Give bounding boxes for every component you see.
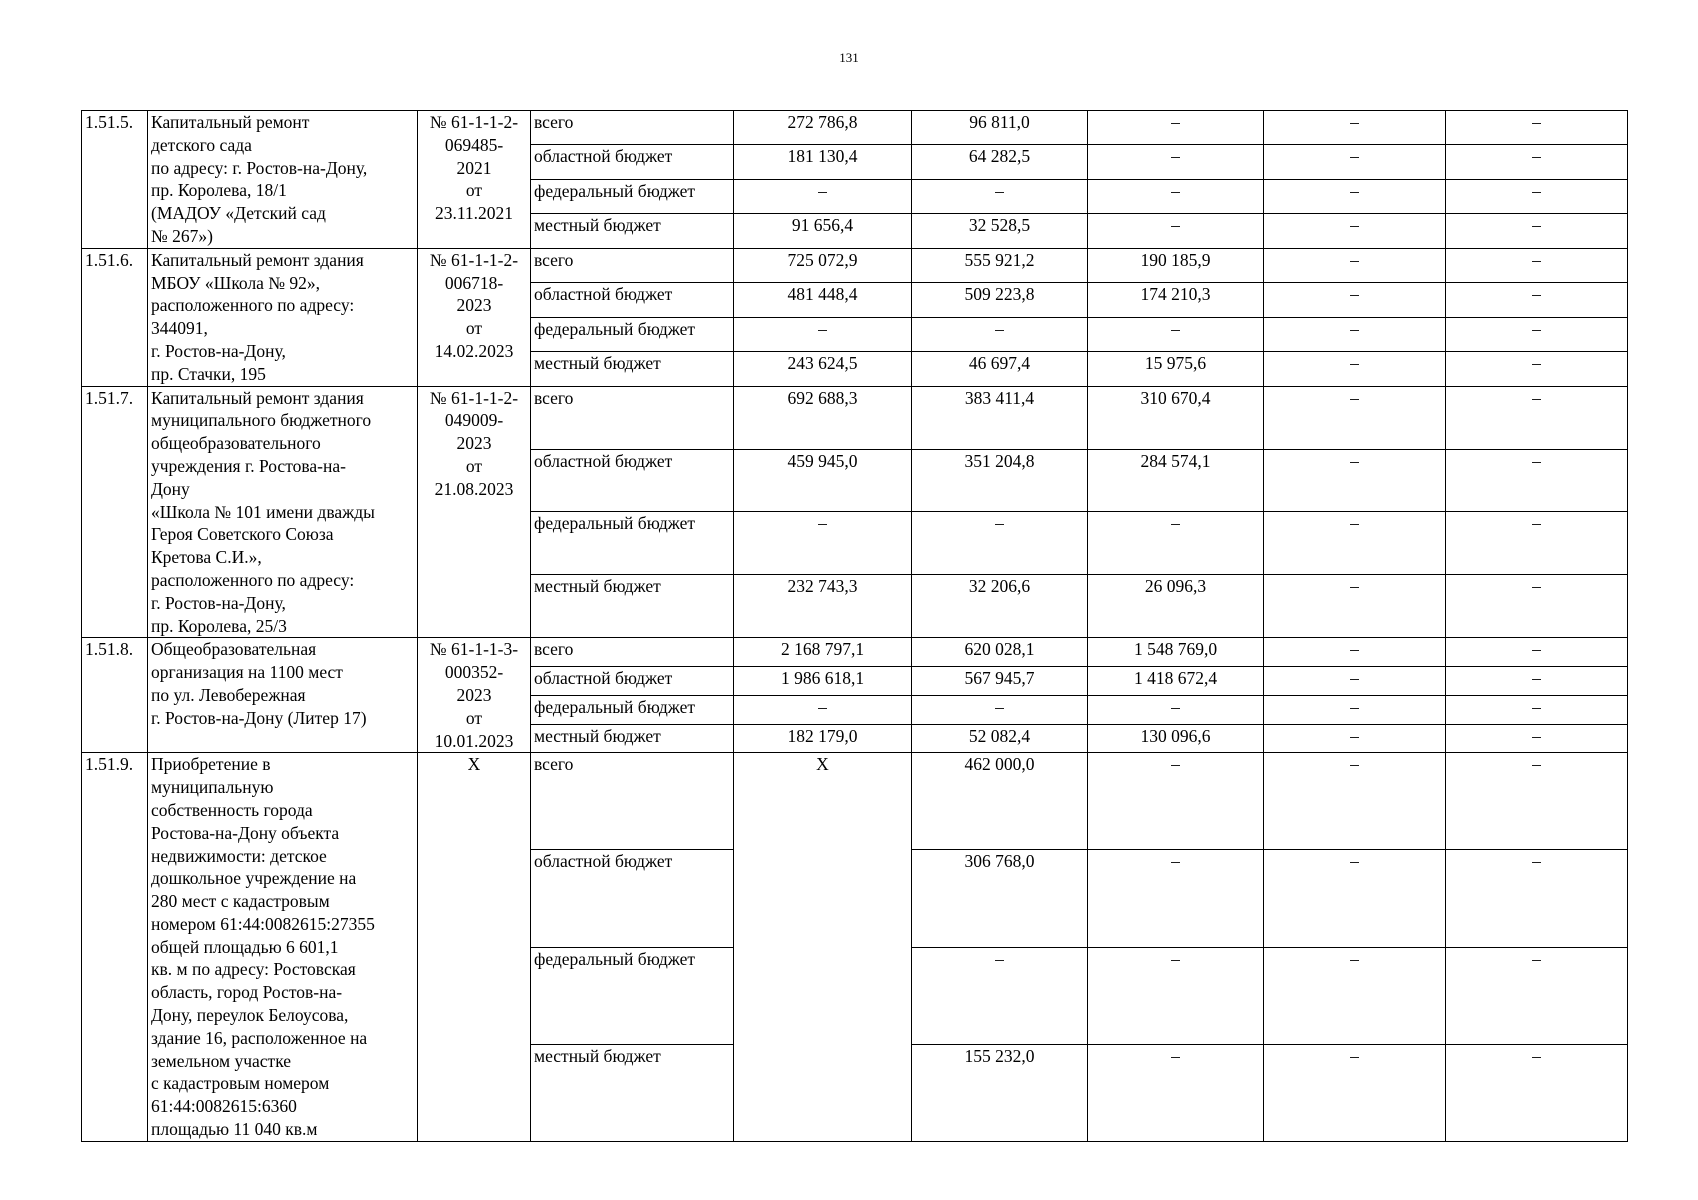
value-cell: 567 945,7 (912, 667, 1088, 696)
value-cell: – (1088, 179, 1264, 213)
value-cell: – (1088, 145, 1264, 179)
value-cell: – (1446, 179, 1628, 213)
value-cell: 284 574,1 (1088, 449, 1264, 512)
value-cell: 243 624,5 (734, 352, 912, 386)
item-name: Капитальный ремонт здания муниципального бюджетного общеобразовательного учреждения г. Ростова-на- Дону «Школа № 101 имени дважды Героя Советского Союза Кретова С.И.», расположенного по адресу: г. Ростов-на-Дону, пр. Королева, 25/3 (148, 386, 418, 638)
value-cell: – (1264, 111, 1446, 145)
table-row (82, 638, 1628, 667)
item-number: 1.51.9. (82, 753, 148, 1142)
value-cell: – (1446, 947, 1628, 1044)
value-cell: 1 418 672,4 (1088, 667, 1264, 696)
value-cell: 1 986 618,1 (734, 667, 912, 696)
value-cell: – (1088, 111, 1264, 145)
value-cell: 174 210,3 (1088, 283, 1264, 317)
value-cell: – (1264, 947, 1446, 1044)
value-cell: – (1088, 753, 1264, 850)
value-cell: – (734, 512, 912, 575)
value-cell: 2 168 797,1 (734, 638, 912, 667)
value-cell: – (1264, 179, 1446, 213)
value-cell: – (1264, 283, 1446, 317)
value-cell: 351 204,8 (912, 449, 1088, 512)
value-cell: – (1446, 575, 1628, 638)
value-cell: 64 282,5 (912, 145, 1088, 179)
item-document: № 61-1-1-2- 006718- 2023 от 14.02.2023 (418, 248, 531, 386)
item-document: № 61-1-1-2- 069485- 2021 от 23.11.2021 (418, 111, 531, 249)
item-name: Капитальный ремонт здания МБОУ «Школа № 92», расположенного по адресу: 344091, г. Ростов-на-Дону, пр. Стачки, 195 (148, 248, 418, 386)
value-cell: – (1088, 317, 1264, 351)
value-cell: – (912, 947, 1088, 1044)
value-cell: – (1446, 1044, 1628, 1141)
value-cell: – (1446, 214, 1628, 248)
value-cell: – (912, 179, 1088, 213)
value-cell: – (1446, 248, 1628, 282)
value-cell: 383 411,4 (912, 386, 1088, 449)
value-cell: 272 786,8 (734, 111, 912, 145)
value-cell: – (1264, 248, 1446, 282)
value-cell: – (1264, 695, 1446, 724)
value-cell: – (1446, 111, 1628, 145)
value-cell: 190 185,9 (1088, 248, 1264, 282)
value-cell: – (1446, 283, 1628, 317)
value-cell: – (734, 179, 912, 213)
item-number: 1.51.5. (82, 111, 148, 249)
funding-source: федеральный бюджет (531, 317, 734, 351)
value-cell: 509 223,8 (912, 283, 1088, 317)
value-cell: – (1088, 695, 1264, 724)
value-cell: – (1446, 753, 1628, 850)
value-cell: – (734, 317, 912, 351)
funding-source: всего (531, 638, 734, 667)
value-cell: 481 448,4 (734, 283, 912, 317)
funding-source: местный бюджет (531, 724, 734, 753)
item-number: 1.51.7. (82, 386, 148, 638)
value-cell: – (1264, 724, 1446, 753)
value-cell: 1 548 769,0 (1088, 638, 1264, 667)
value-cell: 46 697,4 (912, 352, 1088, 386)
funding-source: областной бюджет (531, 283, 734, 317)
funding-source: областной бюджет (531, 667, 734, 696)
value-cell: – (1446, 695, 1628, 724)
value-cell: – (1264, 850, 1446, 947)
funding-source: местный бюджет (531, 214, 734, 248)
item-number: 1.51.6. (82, 248, 148, 386)
value-cell: 462 000,0 (912, 753, 1088, 850)
value-cell: 130 096,6 (1088, 724, 1264, 753)
value-cell: – (1446, 667, 1628, 696)
value-cell: 32 206,6 (912, 575, 1088, 638)
table-row (82, 753, 1628, 850)
value-cell: 26 096,3 (1088, 575, 1264, 638)
table-row (82, 248, 1628, 282)
value-cell: 52 082,4 (912, 724, 1088, 753)
value-cell: – (1088, 512, 1264, 575)
value-cell: – (1446, 317, 1628, 351)
value-cell: 555 921,2 (912, 248, 1088, 282)
item-name: Капитальный ремонт детского сада по адресу: г. Ростов-на-Дону, пр. Королева, 18/1 (МАДОУ «Детский сад № 267») (148, 111, 418, 249)
funding-source: федеральный бюджет (531, 512, 734, 575)
value-cell: – (1264, 352, 1446, 386)
value-cell: 15 975,6 (1088, 352, 1264, 386)
value-cell: – (1264, 638, 1446, 667)
value-cell: 181 130,4 (734, 145, 912, 179)
item-number: 1.51.8. (82, 638, 148, 753)
value-cell: – (734, 695, 912, 724)
value-cell: – (1264, 214, 1446, 248)
value-cell: 620 028,1 (912, 638, 1088, 667)
value-cell: – (1264, 449, 1446, 512)
item-document: № 61-1-1-2- 049009- 2023 от 21.08.2023 (418, 386, 531, 638)
funding-source: федеральный бюджет (531, 695, 734, 724)
value-cell: 91 656,4 (734, 214, 912, 248)
value-cell: 692 688,3 (734, 386, 912, 449)
funding-source: местный бюджет (531, 1044, 734, 1141)
value-cell: – (1264, 145, 1446, 179)
value-cell: – (1446, 724, 1628, 753)
value-cell: – (912, 512, 1088, 575)
item-document: Х (418, 753, 531, 1142)
value-cell-merged: Х (734, 753, 912, 1142)
value-cell: – (1088, 1044, 1264, 1141)
funding-source: всего (531, 386, 734, 449)
value-cell: 182 179,0 (734, 724, 912, 753)
value-cell: – (1088, 214, 1264, 248)
budget-table (81, 110, 1628, 1142)
value-cell: – (1088, 850, 1264, 947)
funding-source: областной бюджет (531, 449, 734, 512)
value-cell: 155 232,0 (912, 1044, 1088, 1141)
funding-source: федеральный бюджет (531, 179, 734, 213)
value-cell: – (1264, 575, 1446, 638)
value-cell: 459 945,0 (734, 449, 912, 512)
value-cell: – (1446, 449, 1628, 512)
value-cell: – (1446, 352, 1628, 386)
value-cell: – (1264, 512, 1446, 575)
value-cell: 310 670,4 (1088, 386, 1264, 449)
value-cell: 32 528,5 (912, 214, 1088, 248)
page-number: 131 (839, 50, 859, 65)
value-cell: – (1446, 850, 1628, 947)
funding-source: всего (531, 248, 734, 282)
item-name: Общеобразовательная организация на 1100 мест по ул. Левобережная г. Ростов-на-Дону (Литер 17) (148, 638, 418, 753)
value-cell: – (1446, 512, 1628, 575)
value-cell: 96 811,0 (912, 111, 1088, 145)
funding-source: местный бюджет (531, 575, 734, 638)
value-cell: 306 768,0 (912, 850, 1088, 947)
funding-source: областной бюджет (531, 850, 734, 947)
funding-source: областной бюджет (531, 145, 734, 179)
item-name: Приобретение в муниципальную собственность города Ростова-на-Дону объекта недвижимости: детское дошкольное учреждение на 280 мест с кадастровым номером 61:44:0082615:27355 общей площадью 6 601,1 кв. м по адресу: Ростовская область, город Ростов-на- Дону, переулок Белоусова, здание 16, расположенное на земельном участке с кадастровым номером 61:44:0082615:6360 площадью 11 040 кв.м (148, 753, 418, 1142)
funding-source: местный бюджет (531, 352, 734, 386)
value-cell: 725 072,9 (734, 248, 912, 282)
funding-source: всего (531, 753, 734, 850)
value-cell: – (912, 317, 1088, 351)
value-cell: – (1264, 753, 1446, 850)
table-row (82, 111, 1628, 145)
value-cell: – (1446, 145, 1628, 179)
value-cell: – (1088, 947, 1264, 1044)
value-cell: – (912, 695, 1088, 724)
item-document: № 61-1-1-3- 000352- 2023 от 10.01.2023 (418, 638, 531, 753)
table-body (82, 111, 1628, 1142)
value-cell: – (1264, 317, 1446, 351)
table-row (82, 386, 1628, 449)
funding-source: федеральный бюджет (531, 947, 734, 1044)
value-cell: – (1446, 386, 1628, 449)
value-cell: – (1264, 386, 1446, 449)
funding-source: всего (531, 111, 734, 145)
value-cell: – (1264, 667, 1446, 696)
value-cell: – (1264, 1044, 1446, 1141)
value-cell: – (1446, 638, 1628, 667)
value-cell: 232 743,3 (734, 575, 912, 638)
